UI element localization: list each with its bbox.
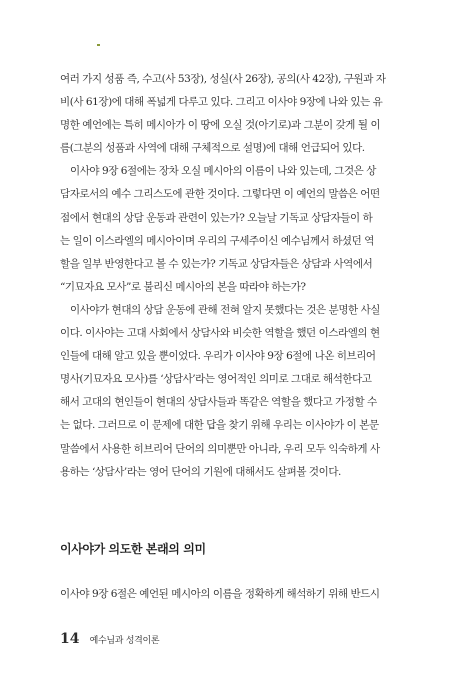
running-title: 예수님과 성격이론 <box>89 636 160 646</box>
paragraph-line: 담자로서의 예수 그리스도에 관한 것이다. 그렇다면 이 예언의 말씀은 어떤 <box>60 188 380 201</box>
paragraph-line: 이사야 9장 6절에는 장차 오실 메시아의 이름이 나와 있는데, 그것은 상 <box>70 165 376 178</box>
paragraph-line: 는 없다. 그러므로 이 문제에 대한 답을 찾기 위해 우리는 이사야가 이 본문 <box>60 419 379 432</box>
body-text <box>60 68 396 484</box>
paragraph-line: 이다. 이사야는 고대 사회에서 상담사와 비슷한 역할을 했던 이스라엘의 현 <box>60 327 380 340</box>
paragraph-line: 점에서 현대의 상담 운동과 관련이 있는가? 오늘날 기독교 상담자들이 하 <box>60 211 373 224</box>
paragraph-line: 여러 가지 성품 즉, 수고(사 53장), 성실(사 26장), 공의(사 42장), 구원과 자 <box>60 73 386 85</box>
page-footer <box>60 628 159 647</box>
paragraph-line: 할을 일부 반영한다고 볼 수 있는가? 기독교 상담자들은 상담과 사역에서 <box>60 257 373 270</box>
decorative-mark <box>97 44 100 46</box>
paragraph-line: “기묘자요 모사”로 불리신 메시아의 본을 따라야 하는가? <box>60 280 306 293</box>
paragraph-line: 는 일이 이스라엘의 메시아이며 우리의 구세주이신 예수님께서 하셨던 역 <box>60 234 374 247</box>
paragraph-line: 명사(기묘자요 모사)를 ‘상담사’라는 영어적인 의미로 그대로 해석한다고 <box>60 373 372 386</box>
paragraph-line: 비(사 61장)에 대해 폭넓게 다루고 있다. 그리고 이사야 9장에 나와 있는 유 <box>60 96 383 109</box>
paragraph-line: 용하는 ‘상담사’라는 영어 단어의 기원에 대해서도 살펴볼 것이다. <box>60 465 341 478</box>
page-number: 14 <box>60 631 80 647</box>
section-heading: 이사야가 의도한 본래의 의미 <box>60 542 206 556</box>
paragraph-line: 이사야 9장 6절은 예언된 메시아의 이름을 정확하게 해석하기 위해 반드시 <box>60 588 380 600</box>
paragraph-line: 해서 고대의 현인들이 현대의 상담사들과 똑같은 역할을 했다고 가정할 수 <box>60 396 377 409</box>
paragraph-line: 이사야가 현대의 상담 운동에 관해 전혀 알지 못했다는 것은 분명한 사실 <box>70 303 380 316</box>
paragraph-line: 말씀에서 사용한 히브리어 단어의 의미뿐만 아니라, 우리 모두 익숙하게 사 <box>60 442 380 455</box>
paragraph-line: 인들에 대해 알고 있을 뿐이었다. 우리가 이사야 9장 6절에 나온 히브리어 <box>60 350 376 363</box>
paragraph-line: 명한 예언에는 특히 메시아가 이 땅에 오실 것(아기로)과 그분이 갖게 될 이 <box>60 119 381 132</box>
paragraph-line: 름(그분의 성품과 사역에 대해 구체적으로 설명)에 대해 언급되어 있다. <box>60 142 365 155</box>
